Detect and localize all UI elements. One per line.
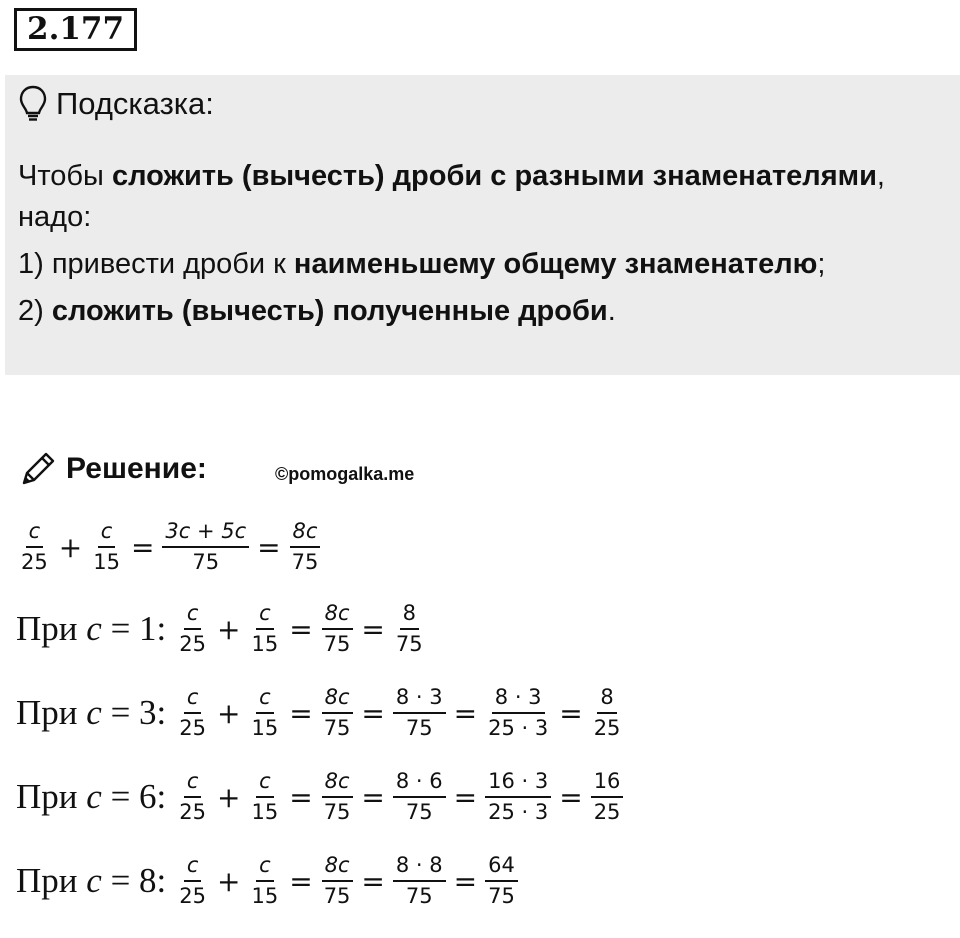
hint-body	[18, 153, 953, 335]
pencil-icon	[18, 449, 58, 489]
numerator: 8 · 3	[393, 684, 446, 714]
fraction	[176, 600, 209, 658]
equals-sign: =	[559, 696, 583, 730]
equals-sign: =	[559, 780, 583, 814]
condition-variable: c	[86, 861, 102, 900]
solution-header	[18, 449, 207, 489]
equation-condition	[16, 609, 166, 649]
hint-header	[18, 84, 214, 124]
equation-line	[16, 684, 625, 742]
fraction	[248, 600, 281, 658]
equation-line	[16, 600, 428, 658]
condition-variable: c	[86, 777, 102, 816]
fraction	[176, 684, 209, 742]
denominator: 25 · 3	[488, 716, 549, 740]
fraction	[90, 518, 123, 576]
watermark: ©pomogalka.me	[275, 464, 415, 484]
hint-text-part: ,	[876, 160, 885, 192]
equals-sign: =	[361, 864, 385, 898]
denominator: 25	[179, 884, 207, 908]
fraction	[321, 852, 354, 910]
hint-text-part: 1) привести дроби к	[18, 248, 294, 280]
denominator: 15	[251, 800, 279, 824]
equals-sign: =	[453, 864, 478, 898]
numerator: 8	[597, 684, 616, 714]
numerator: 8 · 6	[393, 768, 446, 798]
equals-sign: =	[453, 780, 478, 814]
numerator: c	[184, 684, 202, 714]
numerator: c	[256, 852, 274, 882]
fraction	[248, 852, 281, 910]
fraction	[248, 684, 281, 742]
equals-sign: =	[361, 696, 385, 730]
hint-emphasis: наименьшему общему знаменателю	[293, 248, 818, 280]
numerator: 8c	[322, 684, 353, 714]
numerator: c	[184, 852, 202, 882]
fraction	[393, 684, 446, 742]
condition-word: При	[16, 693, 87, 732]
hint-text-part: .	[607, 295, 616, 327]
condition-word: При	[16, 861, 87, 900]
fraction	[485, 852, 518, 910]
numerator: 64	[485, 852, 518, 882]
fraction	[485, 684, 551, 742]
equals-sign: =	[361, 612, 385, 646]
fraction	[393, 768, 446, 826]
hint-emphasis: сложить (вычесть) дроби с разными знаменателями	[111, 160, 877, 192]
denominator: 75	[323, 800, 351, 824]
denominator: 25 · 3	[488, 800, 549, 824]
denominator: 75	[405, 884, 433, 908]
denominator: 25	[179, 632, 207, 656]
numerator: 16	[591, 768, 624, 798]
condition-word: При	[16, 609, 87, 648]
fraction	[485, 768, 551, 826]
plus-sign: +	[217, 780, 241, 814]
hint-line-4	[18, 288, 953, 335]
plus-sign: +	[217, 864, 241, 898]
plus-sign: +	[58, 530, 83, 564]
denominator: 25	[593, 800, 621, 824]
condition-value: = 1:	[101, 609, 167, 648]
fraction	[591, 768, 624, 826]
fraction	[321, 600, 354, 658]
plus-sign: +	[217, 696, 241, 730]
solution-title: Решение:	[66, 452, 207, 485]
denominator: 75	[395, 632, 423, 656]
fraction	[18, 518, 51, 576]
equals-sign: =	[289, 864, 313, 898]
numerator: 8c	[322, 852, 353, 882]
denominator: 15	[93, 550, 120, 574]
denominator: 75	[488, 884, 515, 908]
equals-sign: =	[289, 696, 313, 730]
fraction	[162, 518, 249, 576]
denominator: 75	[405, 716, 433, 740]
numerator: 3c + 5c	[162, 518, 249, 548]
hint-line-2: надо:	[18, 201, 92, 233]
fraction	[176, 768, 209, 826]
hint-line-1	[18, 153, 953, 200]
equation-line	[16, 852, 520, 910]
lightbulb-icon	[18, 85, 48, 123]
equals-sign: =	[130, 530, 155, 564]
numerator: c	[184, 768, 202, 798]
equals-sign: =	[361, 780, 385, 814]
numerator: c	[256, 684, 274, 714]
denominator: 25	[21, 550, 48, 574]
fraction	[321, 684, 354, 742]
fraction	[289, 518, 322, 576]
numerator: 8 · 3	[492, 684, 545, 714]
condition-variable: c	[86, 693, 102, 732]
denominator: 75	[405, 800, 433, 824]
numerator: 8c	[290, 518, 321, 548]
condition-value: = 6:	[101, 777, 167, 816]
denominator: 15	[251, 884, 279, 908]
fraction	[248, 768, 281, 826]
denominator: 75	[323, 632, 351, 656]
equals-sign: =	[257, 530, 281, 564]
condition-value: = 8:	[101, 861, 167, 900]
numerator: 8	[400, 600, 419, 630]
numerator: 8c	[322, 600, 353, 630]
equation-line	[16, 518, 323, 576]
hint-text-part: Чтобы	[18, 160, 112, 192]
denominator: 15	[251, 632, 279, 656]
denominator: 75	[291, 550, 319, 574]
condition-word: При	[16, 777, 87, 816]
equation-condition	[16, 861, 166, 901]
equation-line	[16, 768, 625, 826]
denominator: 75	[192, 550, 220, 574]
equation-condition	[16, 693, 166, 733]
condition-value: = 3:	[101, 693, 167, 732]
equals-sign: =	[289, 780, 313, 814]
fraction	[393, 852, 446, 910]
numerator: c	[26, 518, 44, 548]
plus-sign: +	[217, 612, 241, 646]
denominator: 25	[179, 800, 207, 824]
hint-emphasis: сложить (вычесть) полученные дроби	[51, 295, 608, 327]
denominator: 15	[251, 716, 279, 740]
equation-condition	[16, 777, 166, 817]
hint-title: Подсказка:	[56, 86, 214, 121]
hint-text-part: ;	[817, 248, 826, 280]
fraction	[176, 852, 209, 910]
fraction	[321, 768, 354, 826]
hint-line-3	[18, 241, 953, 288]
equals-sign: =	[453, 696, 478, 730]
condition-variable: c	[86, 609, 102, 648]
denominator: 25	[593, 716, 621, 740]
numerator: c	[98, 518, 116, 548]
fraction	[591, 684, 624, 742]
denominator: 75	[323, 716, 351, 740]
numerator: 16 · 3	[485, 768, 551, 798]
numerator: c	[256, 768, 274, 798]
problem-number: 2.177	[14, 8, 137, 51]
hint-text-part: 2)	[18, 295, 52, 327]
fraction	[393, 600, 426, 658]
denominator: 25	[179, 716, 207, 740]
numerator: 8 · 8	[393, 852, 446, 882]
numerator: c	[256, 600, 274, 630]
numerator: c	[184, 600, 202, 630]
equals-sign: =	[289, 612, 313, 646]
denominator: 75	[323, 884, 351, 908]
numerator: 8c	[322, 768, 353, 798]
